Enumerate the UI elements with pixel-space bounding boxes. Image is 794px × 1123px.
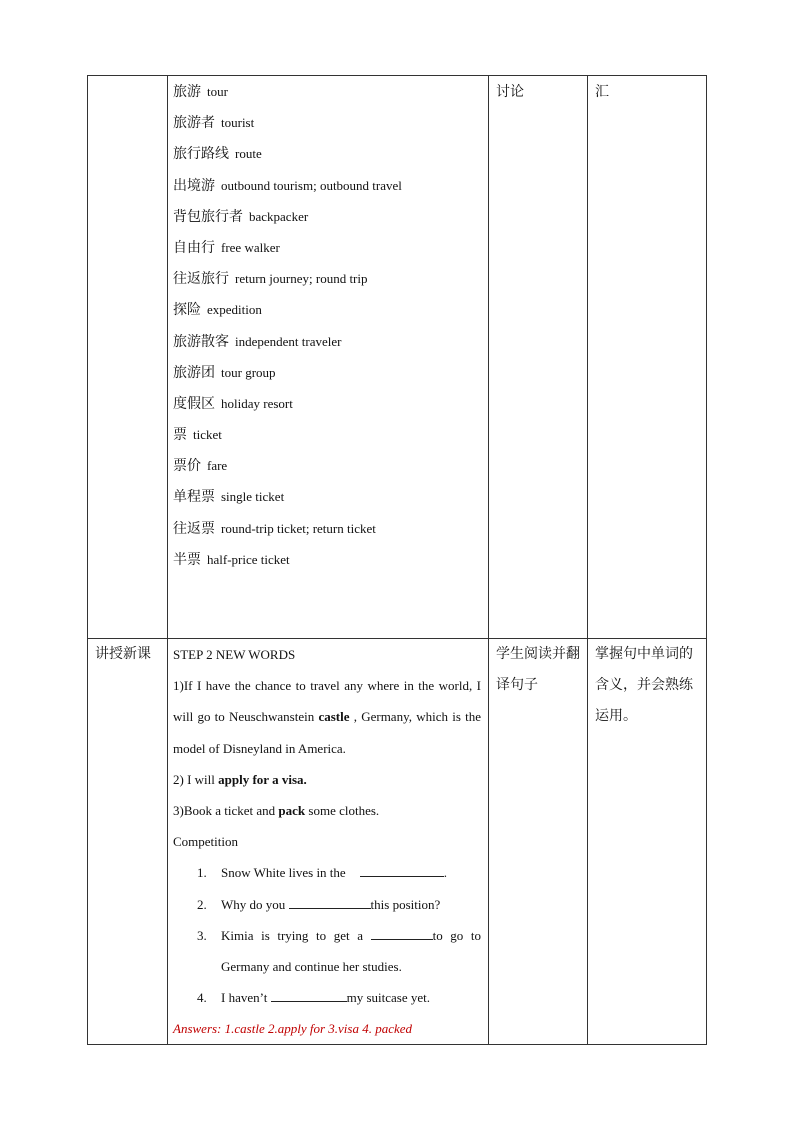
table-border-col2 xyxy=(488,75,489,1045)
question-4: 4. I haven’t my suitcase yet. xyxy=(197,990,430,1006)
student-activity-cell: 学生阅读并翻译句子 xyxy=(496,646,580,693)
student-activity-cell: 讨论 xyxy=(496,84,524,100)
answer-blank[interactable] xyxy=(371,927,433,940)
vocab-item: 票 ticket xyxy=(173,427,222,444)
vocab-item: 旅行路线 route xyxy=(173,146,262,163)
vocab-item: 单程票 single ticket xyxy=(173,489,285,506)
vocab-item: 自由行 free walker xyxy=(173,239,280,256)
vocab-item: 旅游团 tour group xyxy=(173,364,276,381)
stage-cell: 讲授新课 xyxy=(95,646,151,662)
question-2: 2. Why do you this position? xyxy=(197,896,441,912)
vocab-item: 出境游 outbound tourism; outbound travel xyxy=(173,177,402,194)
sentence-2: 2) I will apply for a visa. xyxy=(173,771,307,787)
lesson-plan-table xyxy=(87,75,707,1045)
table-border-col1 xyxy=(167,75,168,1045)
answer-blank[interactable] xyxy=(289,896,371,909)
vocab-item: 票价 fare xyxy=(173,458,228,475)
answer-blank[interactable] xyxy=(360,864,444,877)
competition-label: Competition xyxy=(173,834,238,850)
sentence-3: 3)Book a ticket and pack some clothes. xyxy=(173,803,380,819)
purpose-cell: 掌握句中单词的含义，并会熟练运用。 xyxy=(595,646,693,724)
vocab-item: 旅游散客 independent traveler xyxy=(173,333,342,350)
question-1: 1. Snow White lives in the . xyxy=(197,865,447,881)
question-3: 3. Kimia is trying to get a to go to Germany and continue her studies. xyxy=(197,927,481,975)
vocabulary-cell xyxy=(173,76,483,575)
answers-line: Answers: 1.castle 2.apply for 3.visa 4. packed xyxy=(173,1021,413,1037)
sentence-1: 1)If I have the chance to travel any where in the world, I will go to Neuschwanstein castle , Germany, which is the model of Disneyland in America. xyxy=(173,678,481,756)
vocab-item: 往返旅行 return journey; round trip xyxy=(173,271,368,288)
table-border-right xyxy=(706,75,707,1045)
vocab-item: 度假区 holiday resort xyxy=(173,395,293,412)
table-border-left xyxy=(87,75,88,1045)
table-border-col3 xyxy=(587,75,588,1045)
vocab-item: 往返票 round-trip ticket; return ticket xyxy=(173,520,376,537)
vocab-item: 旅游者 tourist xyxy=(173,115,255,132)
step-heading: STEP 2 NEW WORDS xyxy=(173,647,296,662)
answer-blank[interactable] xyxy=(271,989,347,1002)
vocab-item: 旅游 tour xyxy=(173,84,228,100)
vocab-item: 半票 half-price ticket xyxy=(173,551,290,568)
purpose-cell: 汇 xyxy=(595,84,609,100)
new-words-cell xyxy=(173,639,481,1044)
vocab-item: 背包旅行者 backpacker xyxy=(173,208,309,225)
vocab-item: 探险 expedition xyxy=(173,302,262,319)
